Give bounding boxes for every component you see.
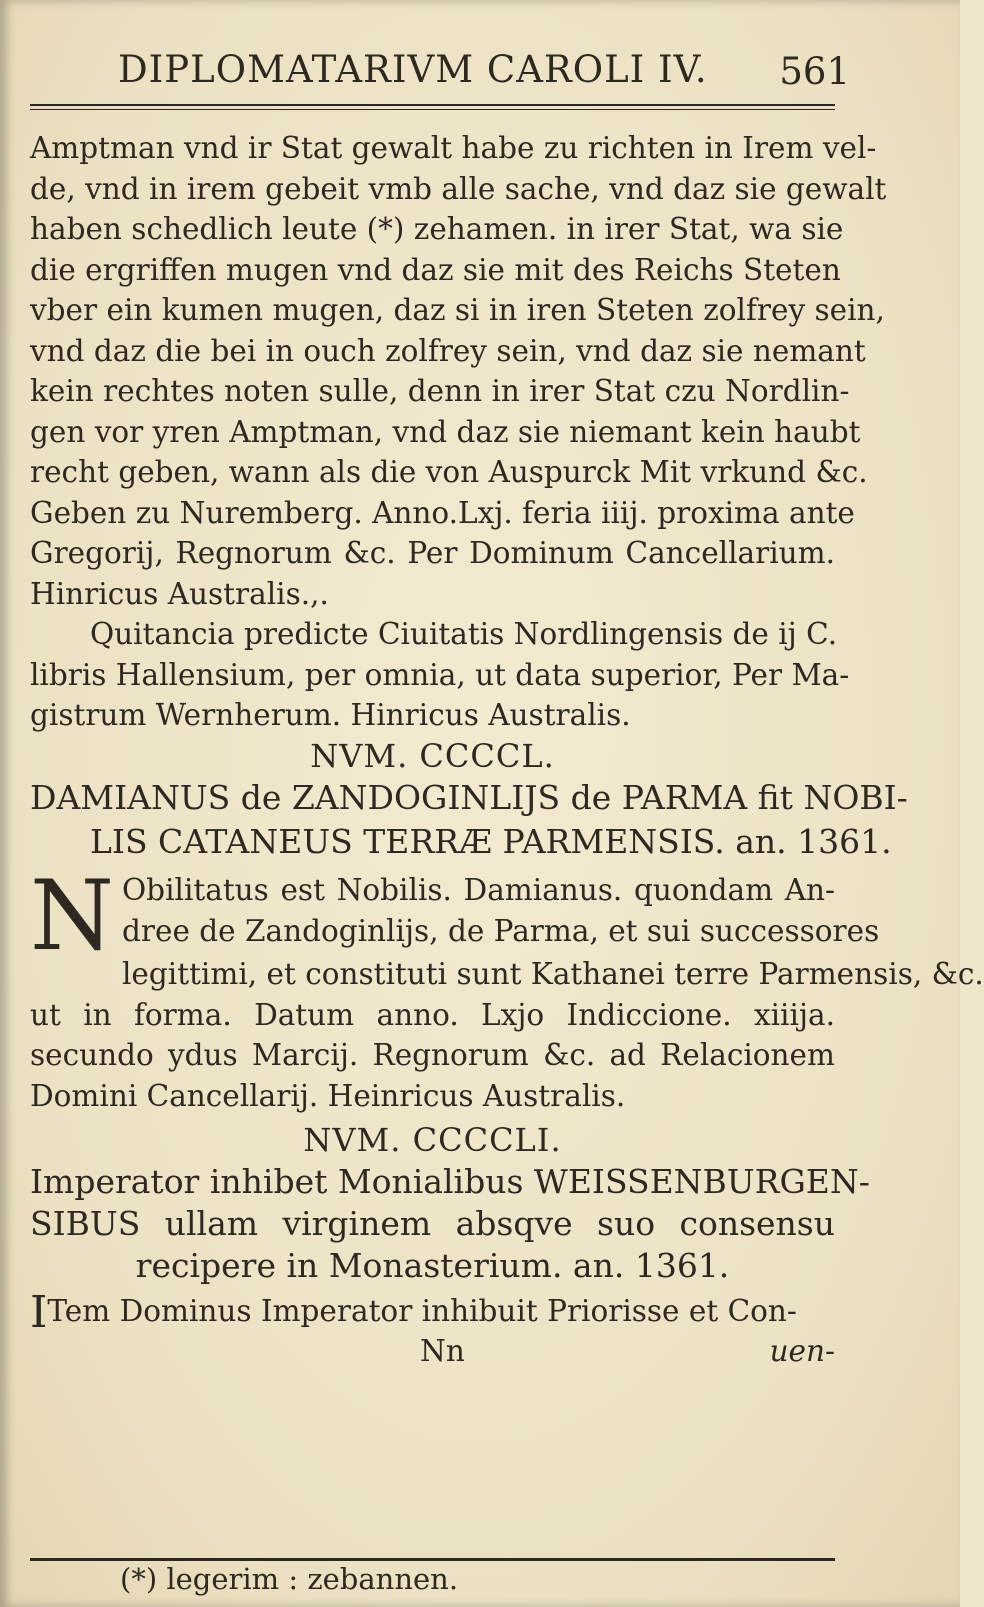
text-line: Geben zu Nuremberg. Anno.Lxj. feria iiij. proxima ante: [30, 495, 855, 530]
text-line: Obilitatus est Nobilis. Damianus. quondam An-: [122, 873, 835, 907]
text-line: secundo ydus Marcij. Regnorum &c. ad Relacionem: [30, 1038, 835, 1072]
document-number-451: NVM. CCCCLI.: [303, 1121, 562, 1159]
text-line: libris Hallensium, per omnia, ut data superior, Per Ma-: [30, 657, 850, 692]
text-line: die ergriffen mugen vnd daz sie mit des Reichs Steten: [30, 252, 841, 287]
text-line: ut in forma. Datum anno. Lxjo Indiccione. xiiija.: [30, 997, 835, 1032]
quitancia-paragraph: [30, 614, 850, 736]
text-line: Hinricus Australis.,.: [30, 576, 329, 611]
text-line: Tem Dominus Imperator inhibuit Priorisse et Con-: [47, 1293, 797, 1328]
document-rubric-450: [30, 776, 908, 864]
text-line: Amptman vnd ir Stat gewalt habe zu richten in Irem vel-: [30, 131, 877, 165]
text-line: recipere in Monasterium. an. 1361.: [135, 1245, 730, 1285]
running-header: [110, 42, 850, 102]
page-number: 561: [779, 50, 850, 93]
header-rule: [30, 104, 835, 106]
text-line: vnd daz die bei in ouch zolfrey sein, vnd daz sie nemant: [30, 333, 866, 368]
text-line: kein rechtes noten sulle, denn in irer Stat czu Nordlin-: [30, 374, 850, 408]
document-text-451: [30, 1286, 835, 1372]
text-line: SIBUS ullam virginem absqve suo consensu: [30, 1203, 835, 1243]
text-line: recht geben, wann als die von Auspurck Mit vrkund &c.: [30, 455, 868, 489]
text-line: dree de Zandoginlijs, de Parma, et sui successores: [122, 913, 880, 948]
text-line: de, vnd in irem gebeit vmb alle sache, vnd daz sie gewalt: [30, 171, 887, 206]
text-line: gen vor yren Amptman, vnd daz sie niemant kein haubt: [30, 414, 861, 449]
text-line: LIS CATANEUS TERRÆ PARMENSIS. an. 1361.: [90, 822, 892, 861]
text-line: Imperator inhibet Monialibus WEISSENBURGEN-: [30, 1161, 870, 1201]
signature-mark: Nn: [420, 1334, 465, 1368]
text-body: [30, 128, 984, 1372]
catchword: uen-: [769, 1334, 835, 1368]
drop-capital-i: I: [30, 1286, 48, 1338]
text-line: legittimi, et constituti sunt Kathanei terre Parmensis, &c.: [122, 957, 984, 991]
text-line: Domini Cancellarij. Heinricus Australis.: [30, 1078, 626, 1113]
footnote-rule: [30, 1558, 835, 1561]
text-line: vber ein kumen mugen, daz si in iren Steten zolfrey sein,: [30, 293, 885, 327]
running-title: DIPLOMATARIVM CAROLI IV.: [118, 48, 708, 91]
document-449-continuation: [30, 128, 887, 614]
text-line: Gregorij, Regnorum &c. Per Dominum Cancellarium.: [30, 536, 835, 570]
header-rule-thin: [30, 109, 835, 110]
text-line: DAMIANUS de ZANDOGINLIJS de PARMA fit NOBI-: [30, 778, 908, 817]
footnote: (*) legerim : zebannen.: [120, 1562, 459, 1596]
document-rubric-451: [30, 1161, 870, 1287]
document-number-450: NVM. CCCCL.: [310, 736, 555, 775]
text-line: haben schedlich leute (*) zehamen. in irer Stat, wa sie: [30, 212, 844, 246]
drop-capital-n: N: [30, 860, 114, 972]
text-line: Quitancia predicte Ciuitatis Nordlingensis de ij C.: [90, 617, 838, 651]
document-text-450: [30, 860, 984, 1116]
text-line: gistrum Wernherum. Hinricus Australis.: [30, 698, 631, 732]
